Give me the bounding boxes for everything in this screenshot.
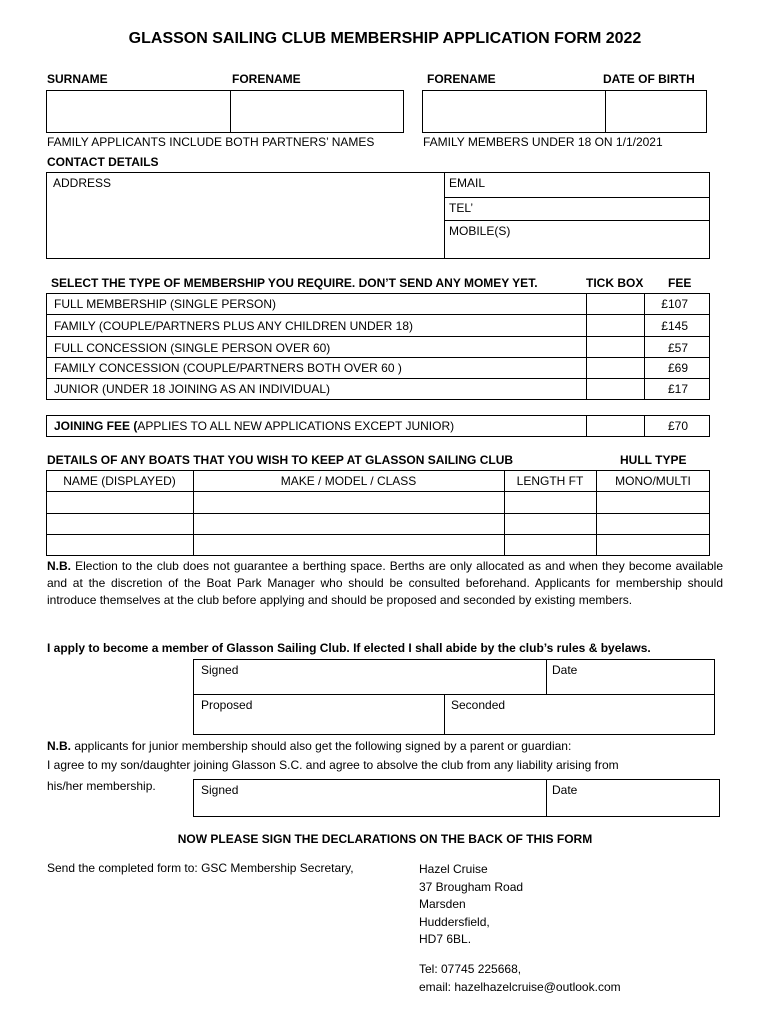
address-field[interactable]: ADDRESS [53, 176, 112, 190]
declaration-text: I apply to become a member of Glasson Sailing Club. If elected I shall abide by the club’s rules & byelaws. [47, 641, 651, 655]
dob-field[interactable] [606, 91, 706, 132]
fee-junior: £17 [667, 382, 688, 396]
seconded-field[interactable]: Seconded [451, 698, 506, 712]
address-line: 37 Brougham Road [419, 879, 524, 894]
tick-box-family-concession[interactable] [587, 358, 644, 378]
tick-box-junior[interactable] [587, 379, 644, 399]
address-line: Marsden [419, 897, 466, 911]
membership-option-concession: FULL CONCESSION (SINGLE PERSON OVER 60) [54, 341, 331, 355]
tel-field[interactable]: TEL’ [449, 201, 474, 215]
date-field[interactable]: Date [552, 663, 578, 677]
membership-option-junior: JUNIOR (UNDER 18 JOINING AS AN INDIVIDUAL) [54, 382, 331, 396]
guardian-consent-line-1: I agree to my son/daughter joining Glasson S.C. and agree to absolve the club from any liability arising from [47, 758, 619, 772]
boat-row-3[interactable] [47, 535, 709, 555]
fee-full: £107 [661, 297, 688, 311]
tick-box-concession[interactable] [587, 337, 644, 357]
tick-box-full[interactable] [587, 294, 644, 314]
membership-heading: SELECT THE TYPE OF MEMBERSHIP YOU REQUIRE. DON’T SEND ANY MOMEY YET. [51, 276, 538, 290]
send-to-label: Send the completed form to: GSC Membership Secretary, [47, 861, 354, 875]
contact-heading: CONTACT DETAILS [47, 155, 159, 169]
mobile-field[interactable]: MOBILE(S) [449, 224, 511, 238]
fee-family-concession: £69 [667, 361, 688, 375]
dob-label: DATE OF BIRTH [603, 72, 695, 86]
berthing-note: N.B. Election to the club does not guarantee a berthing space. Berths are only allocated as and when they become available and at the discretion of the Boat Park Manager who should be consulted beforehand. Applicants for membership should introduce themselves at the club before applying and should be proposed and seconded by existing members. [47, 559, 723, 607]
forename-field-1[interactable] [231, 91, 403, 132]
membership-option-family: FAMILY (COUPLE/PARTNERS PLUS ANY CHILDREN UNDER 18) [54, 319, 413, 333]
tick-box-header: TICK BOX [586, 276, 644, 290]
fee-concession: £57 [667, 341, 688, 355]
address-line: Hazel Cruise [419, 862, 488, 876]
boat-row-2[interactable] [47, 514, 709, 534]
joining-fee-label: JOINING FEE (APPLIES TO ALL NEW APPLICATIONS EXCEPT JUNIOR) [54, 419, 455, 433]
tick-box-joining[interactable] [587, 416, 644, 436]
address-line: HD7 6BL. [419, 932, 472, 946]
boats-col-make: MAKE / MODEL / CLASS [280, 474, 417, 488]
boats-col-hull: MONO/MULTI [615, 474, 691, 488]
fee-family: £145 [661, 319, 688, 333]
secretary-tel: Tel: 07745 225668, [419, 962, 522, 976]
fee-joining: £70 [667, 419, 688, 433]
boats-col-length: LENGTH FT [516, 474, 584, 488]
junior-note: N.B. applicants for junior membership should also get the following signed by a parent or guardian: [47, 739, 572, 753]
guardian-consent-line-2: his/her membership. [47, 779, 156, 793]
fee-header: FEE [668, 276, 692, 290]
guardian-date-field[interactable]: Date [552, 783, 578, 797]
boats-col-name: NAME (DISPLAYED) [63, 474, 176, 488]
proposed-field[interactable]: Proposed [201, 698, 253, 712]
family-applicants-note: FAMILY APPLICANTS INCLUDE BOTH PARTNERS’ NAMES [47, 135, 375, 149]
signed-field[interactable]: Signed [201, 663, 239, 677]
forename-label-2: FORENAME [427, 72, 496, 86]
page-title: GLASSON SAILING CLUB MEMBERSHIP APPLICATION FORM 2022 [128, 30, 642, 47]
guardian-signed-field[interactable]: Signed [201, 783, 239, 797]
forename-label-1: FORENAME [232, 72, 301, 86]
hull-type-heading: HULL TYPE [620, 453, 687, 467]
membership-option-family-concession: FAMILY CONCESSION (COUPLE/PARTNERS BOTH OVER 60 ) [54, 361, 402, 375]
boats-heading: DETAILS OF ANY BOATS THAT YOU WISH TO KEEP AT GLASSON SAILING CLUB [47, 453, 514, 467]
family-members-note: FAMILY MEMBERS UNDER 18 ON 1/1/2021 [423, 135, 663, 149]
secretary-address [419, 861, 523, 949]
membership-option-full: FULL MEMBERSHIP (SINGLE PERSON) [54, 297, 277, 311]
forename-field-2[interactable] [423, 91, 605, 132]
boat-row-1[interactable] [47, 492, 709, 513]
email-field[interactable]: EMAIL [449, 176, 486, 190]
surname-label: SURNAME [47, 72, 108, 86]
surname-field[interactable] [47, 91, 230, 132]
secretary-email[interactable]: email: hazelhazelcruise@outlook.com [419, 980, 621, 994]
address-line: Huddersfield, [419, 914, 490, 929]
tick-box-family[interactable] [587, 315, 644, 336]
back-declaration-note: NOW PLEASE SIGN THE DECLARATIONS ON THE BACK OF THIS FORM [177, 832, 593, 846]
